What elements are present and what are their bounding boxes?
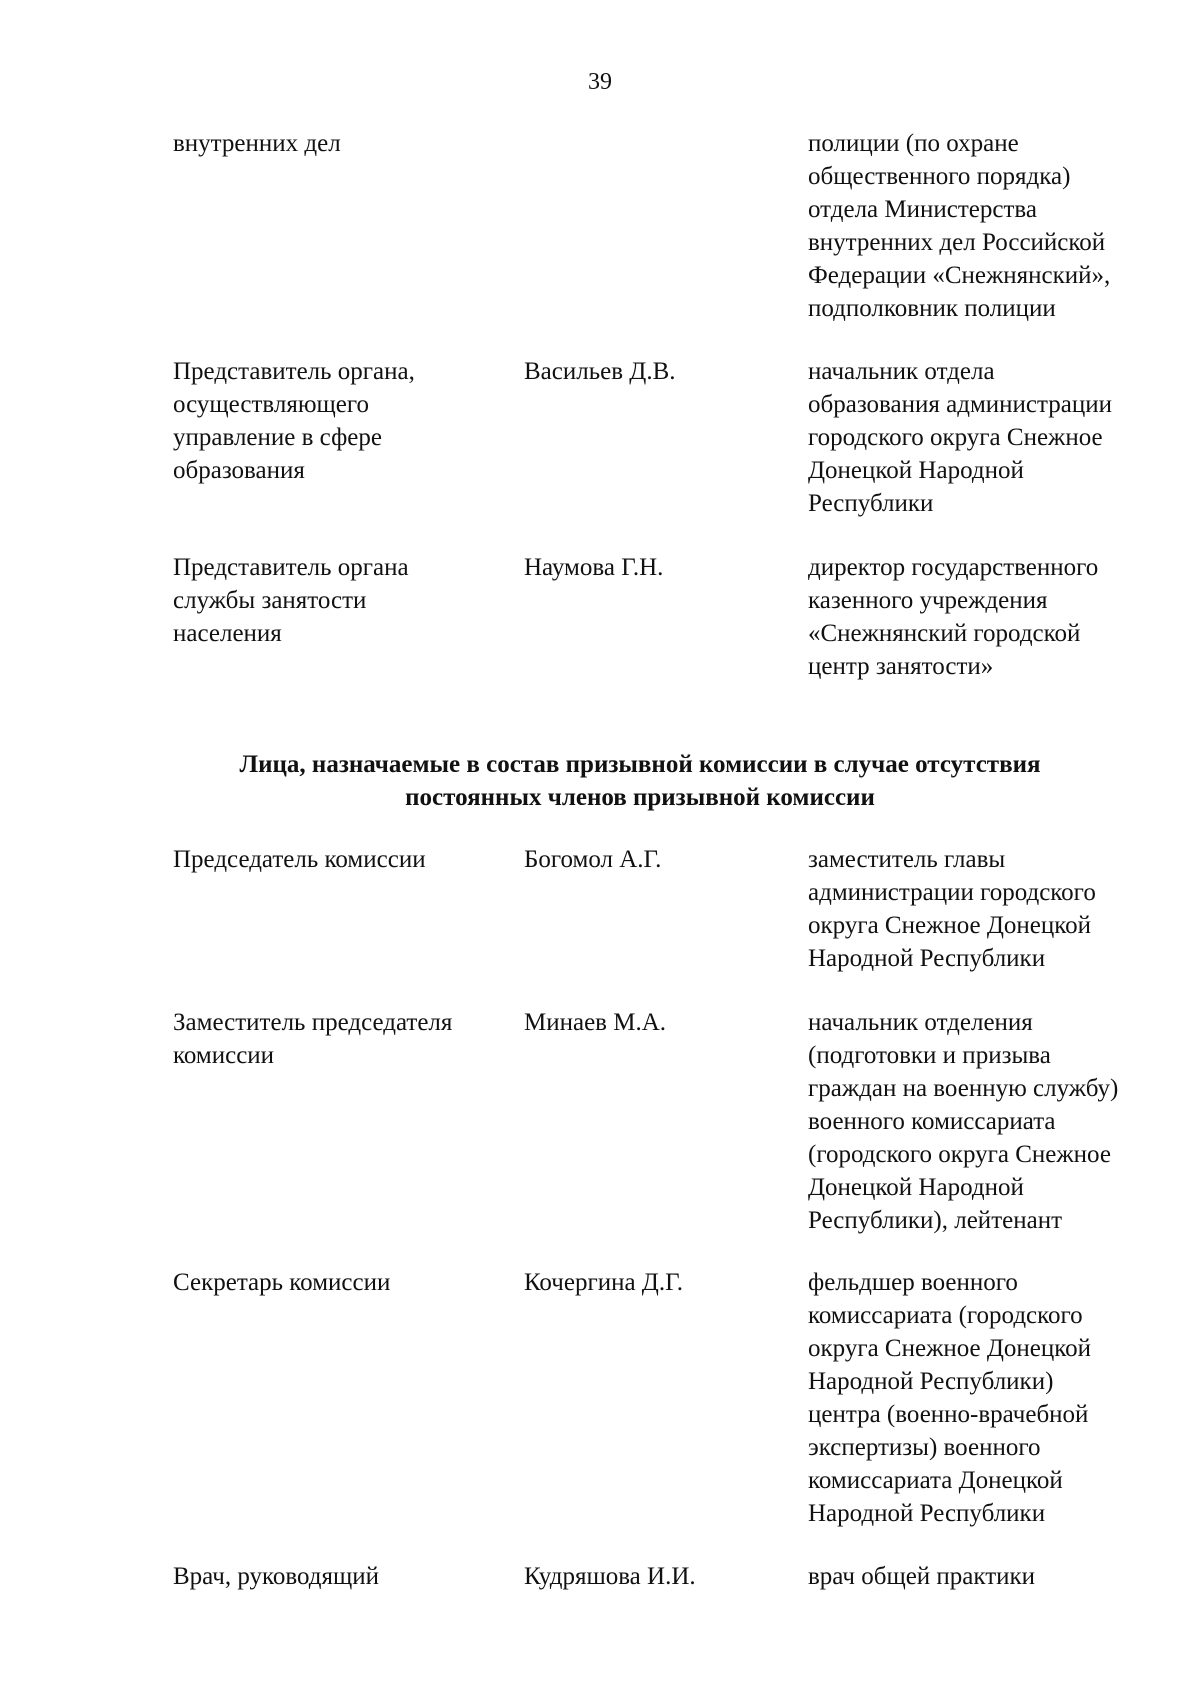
member-position: фельдшер военного комиссариата (городского округа Снежное Донецкой Народной Республики) центра (военно-врачебной экспертизы) военного комиссариата Донецкой Народной Республики: [808, 1269, 1092, 1527]
member-role: Председатель комиссии: [173, 846, 426, 873]
member-position: заместитель главы администрации городского округа Снежное Донецкой Народной Республики: [808, 846, 1096, 972]
member-role: Представитель органа, осуществляющего управление в сфере образования: [173, 358, 415, 484]
member-role: Секретарь комиссии: [173, 1269, 391, 1296]
member-name: Богомол А.Г.: [524, 846, 662, 873]
member-name: Васильев Д.В.: [524, 358, 676, 385]
member-name: Минаев М.А.: [524, 1009, 667, 1036]
section-heading: Лица, назначаемые в состав призывной комиссии в случае отсутствия постоянных членов призывной комиссии: [239, 751, 1041, 811]
member-position: начальник отдела образования администрации городского округа Снежное Донецкой Народной Республики: [808, 358, 1112, 517]
member-role: внутренних дел: [173, 130, 341, 157]
member-name: Кочергина Д.Г.: [524, 1269, 683, 1296]
member-role: Врач, руководящий: [173, 1563, 380, 1590]
member-position: врач общей практики: [808, 1563, 1036, 1590]
member-name: Наумова Г.Н.: [524, 554, 664, 581]
page-number: 39: [588, 69, 612, 95]
member-role: Представитель органа службы занятости населения: [173, 554, 409, 647]
member-name: Кудряшова И.И.: [524, 1563, 696, 1590]
member-position: полиции (по охране общественного порядка) отдела Министерства внутренних дел Российской Федерации «Снежнянский», подполковник полиции: [808, 130, 1111, 322]
member-position: директор государственного казенного учреждения «Снежнянский городской центр занятости»: [808, 554, 1099, 680]
member-role: Заместитель председателя комиссии: [173, 1009, 453, 1069]
member-position: начальник отделения (подготовки и призыва граждан на военную службу) военного комиссариата (городского округа Снежное Донецкой Народной Республики), лейтенант: [808, 1009, 1119, 1234]
